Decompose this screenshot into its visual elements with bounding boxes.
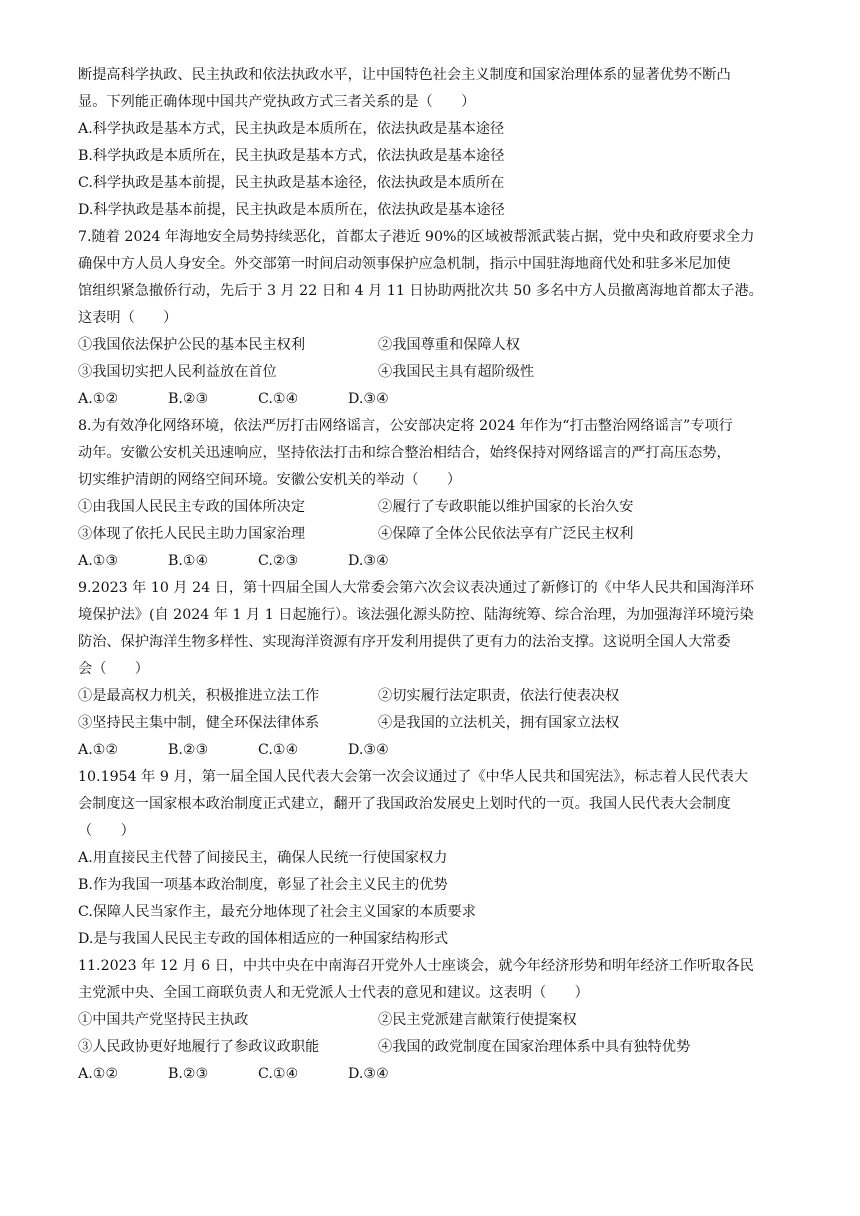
option-b: B.科学执政是本质所在，民主执政是基本方式，依法执政是基本途径 [78,148,505,164]
statement-item: ②我国尊重和保障人权 [378,337,520,353]
answer-a: A.①③ [78,553,119,569]
option-b: B.作为我国一项基本政治制度，彰显了社会主义民主的优势 [78,877,448,893]
statement-row [78,359,798,386]
statement-item: ①是最高权力机关，积极推进立法工作 [78,688,320,704]
answer-choices [78,737,798,764]
answer-a: A.①② [78,1066,119,1082]
statement-item: ①由我国人民民主专政的国体所决定 [78,499,306,515]
statement-row [78,1034,798,1061]
answer-choices [78,1061,798,1088]
answer-b: B.①④ [168,553,209,569]
option-d: D.是与我国人民民主专政的国体相适应的一种国家结构形式 [78,931,449,947]
answer-c: C.①④ [258,1066,299,1082]
question-stem-line: 主党派中央、全国工商联负责人和无党派人士代表的意见和建议。这表明（ ） [78,985,589,1001]
answer-a: A.①② [78,742,119,758]
question-stem-line: 7.随着 2024 年海地安全局势持续恶化，首都太子港近 90%的区域被帮派武装占据，党中央和政府要求全力 [78,229,755,245]
option-d: D.科学执政是基本前提，民主执政是本质所在，依法执政是基本途径 [78,202,505,218]
answer-choices [78,548,798,575]
statement-item: ③坚持民主集中制，健全环保法律体系 [78,715,320,731]
answer-d: D.③④ [348,742,389,758]
statement-item: ②切实履行法定职责，依法行使表决权 [378,688,620,704]
question-8 [78,413,798,575]
question-stem-line: （ ） [78,823,135,839]
question-7 [78,224,798,413]
statement-item: ②民主党派建言献策行使提案权 [378,1012,577,1028]
answer-choices [78,386,798,413]
question-stem-line: 动年。安徽公安机关迅速响应，坚持依法打击和综合整治相结合，始终保持对网络谣言的严打高压态势， [78,445,731,461]
question-stem-line: 确保中方人员人身安全。外交部第一时间启动领事保护应急机制，指示中国驻海地商代处和驻多米尼加使 [78,256,731,272]
question-stem-line: 切实维护清朗的网络空间环境。安徽公安机关的举动（ ） [78,472,462,488]
statement-item: ②履行了专政职能以维护国家的长治久安 [378,499,634,515]
question-stem-line: 10.1954 年 9 月，第一届全国人民代表大会第一次会议通过了《中华人民共和国宪法》，标志着人民代表大 [78,769,749,785]
exam-page [78,62,798,1088]
question-stem-line: 8.为有效净化网络环境，依法严厉打击网络谣言，公安部决定将 2024 年作为“打击整治网络谣言”专项行 [78,418,733,434]
answer-b: B.②③ [168,742,209,758]
statement-item: ④我国民主具有超阶级性 [378,364,535,380]
question-stem-line: 境保护法》(自 2024 年 1 月 1 日起施行）。该法强化源头防控、陆海统筹、综合治理，为加强海洋环境污染 [78,607,754,623]
answer-d: D.③④ [348,553,389,569]
question-stem-line: 这表明（ ） [78,310,178,326]
statement-row [78,332,798,359]
question-stem-line: 9.2023 年 10 月 24 日，第十四届全国人大常委会第六次会议表决通过了新修订的《中华人民共和国海洋环 [78,580,754,596]
question-stem-line: 防治、保护海洋生物多样性、实现海洋资源有序开发利用提供了更有力的法治支撑。这说明全国人大常委 [78,634,731,650]
statement-item: ④我国的政党制度在国家治理体系中具有独特优势 [378,1039,691,1055]
answer-d: D.③④ [348,391,389,407]
statement-item: ③体现了依托人民民主助力国家治理 [78,526,306,542]
statement-row [78,1007,798,1034]
answer-d: D.③④ [348,1066,389,1082]
answer-c: C.①④ [258,742,299,758]
question-stem-line: 会制度这一国家根本政治制度正式建立，翻开了我国政治发展史上划时代的一页。我国人民代表大会制度 [78,796,731,812]
statement-item: ①中国共产党坚持民主执政 [78,1012,249,1028]
option-c: C.科学执政是基本前提，民主执政是基本途径，依法执政是本质所在 [78,175,505,191]
question-10 [78,764,798,953]
statement-item: ③人民政协更好地履行了参政议政职能 [78,1039,320,1055]
answer-a: A.①② [78,391,119,407]
answer-b: B.②③ [168,1066,209,1082]
question-11 [78,953,798,1088]
statement-item: ①我国依法保护公民的基本民主权利 [78,337,306,353]
statement-row [78,494,798,521]
question-stem-line: 会（ ） [78,661,149,677]
statement-row [78,710,798,737]
question-stem-line: 显。下列能正确体现中国共产党执政方式三者关系的是（ ） [78,94,476,110]
option-a: A.用直接民主代替了间接民主，确保人民统一行使国家权力 [78,850,448,866]
answer-b: B.②③ [168,391,209,407]
option-a: A.科学执政是基本方式，民主执政是本质所在，依法执政是基本途径 [78,121,505,137]
statement-item: ④保障了全体公民依法享有广泛民主权利 [378,526,634,542]
option-c: C.保障人民当家作主，最充分地体现了社会主义国家的本质要求 [78,904,476,920]
question-stem-line: 断提高科学执政、民主执政和依法执政水平，让中国特色社会主义制度和国家治理体系的显著优势不断凸 [78,67,731,83]
statement-row [78,521,798,548]
statement-row [78,683,798,710]
question-6 [78,62,798,224]
statement-item: ③我国切实把人民利益放在首位 [78,364,277,380]
question-stem-line: 11.2023 年 12 月 6 日，中共中央在中南海召开党外人士座谈会，就今年经济形势和明年经济工作听取各民 [78,958,754,974]
answer-c: C.①④ [258,391,299,407]
statement-item: ④是我国的立法机关，拥有国家立法权 [378,715,620,731]
question-stem-line: 馆组织紧急撤侨行动，先后于 3 月 22 日和 4 月 11 日协助两批次共 50 多名中方人员撤离海地首都太子港。 [78,283,763,299]
answer-c: C.②③ [258,553,299,569]
question-9 [78,575,798,764]
